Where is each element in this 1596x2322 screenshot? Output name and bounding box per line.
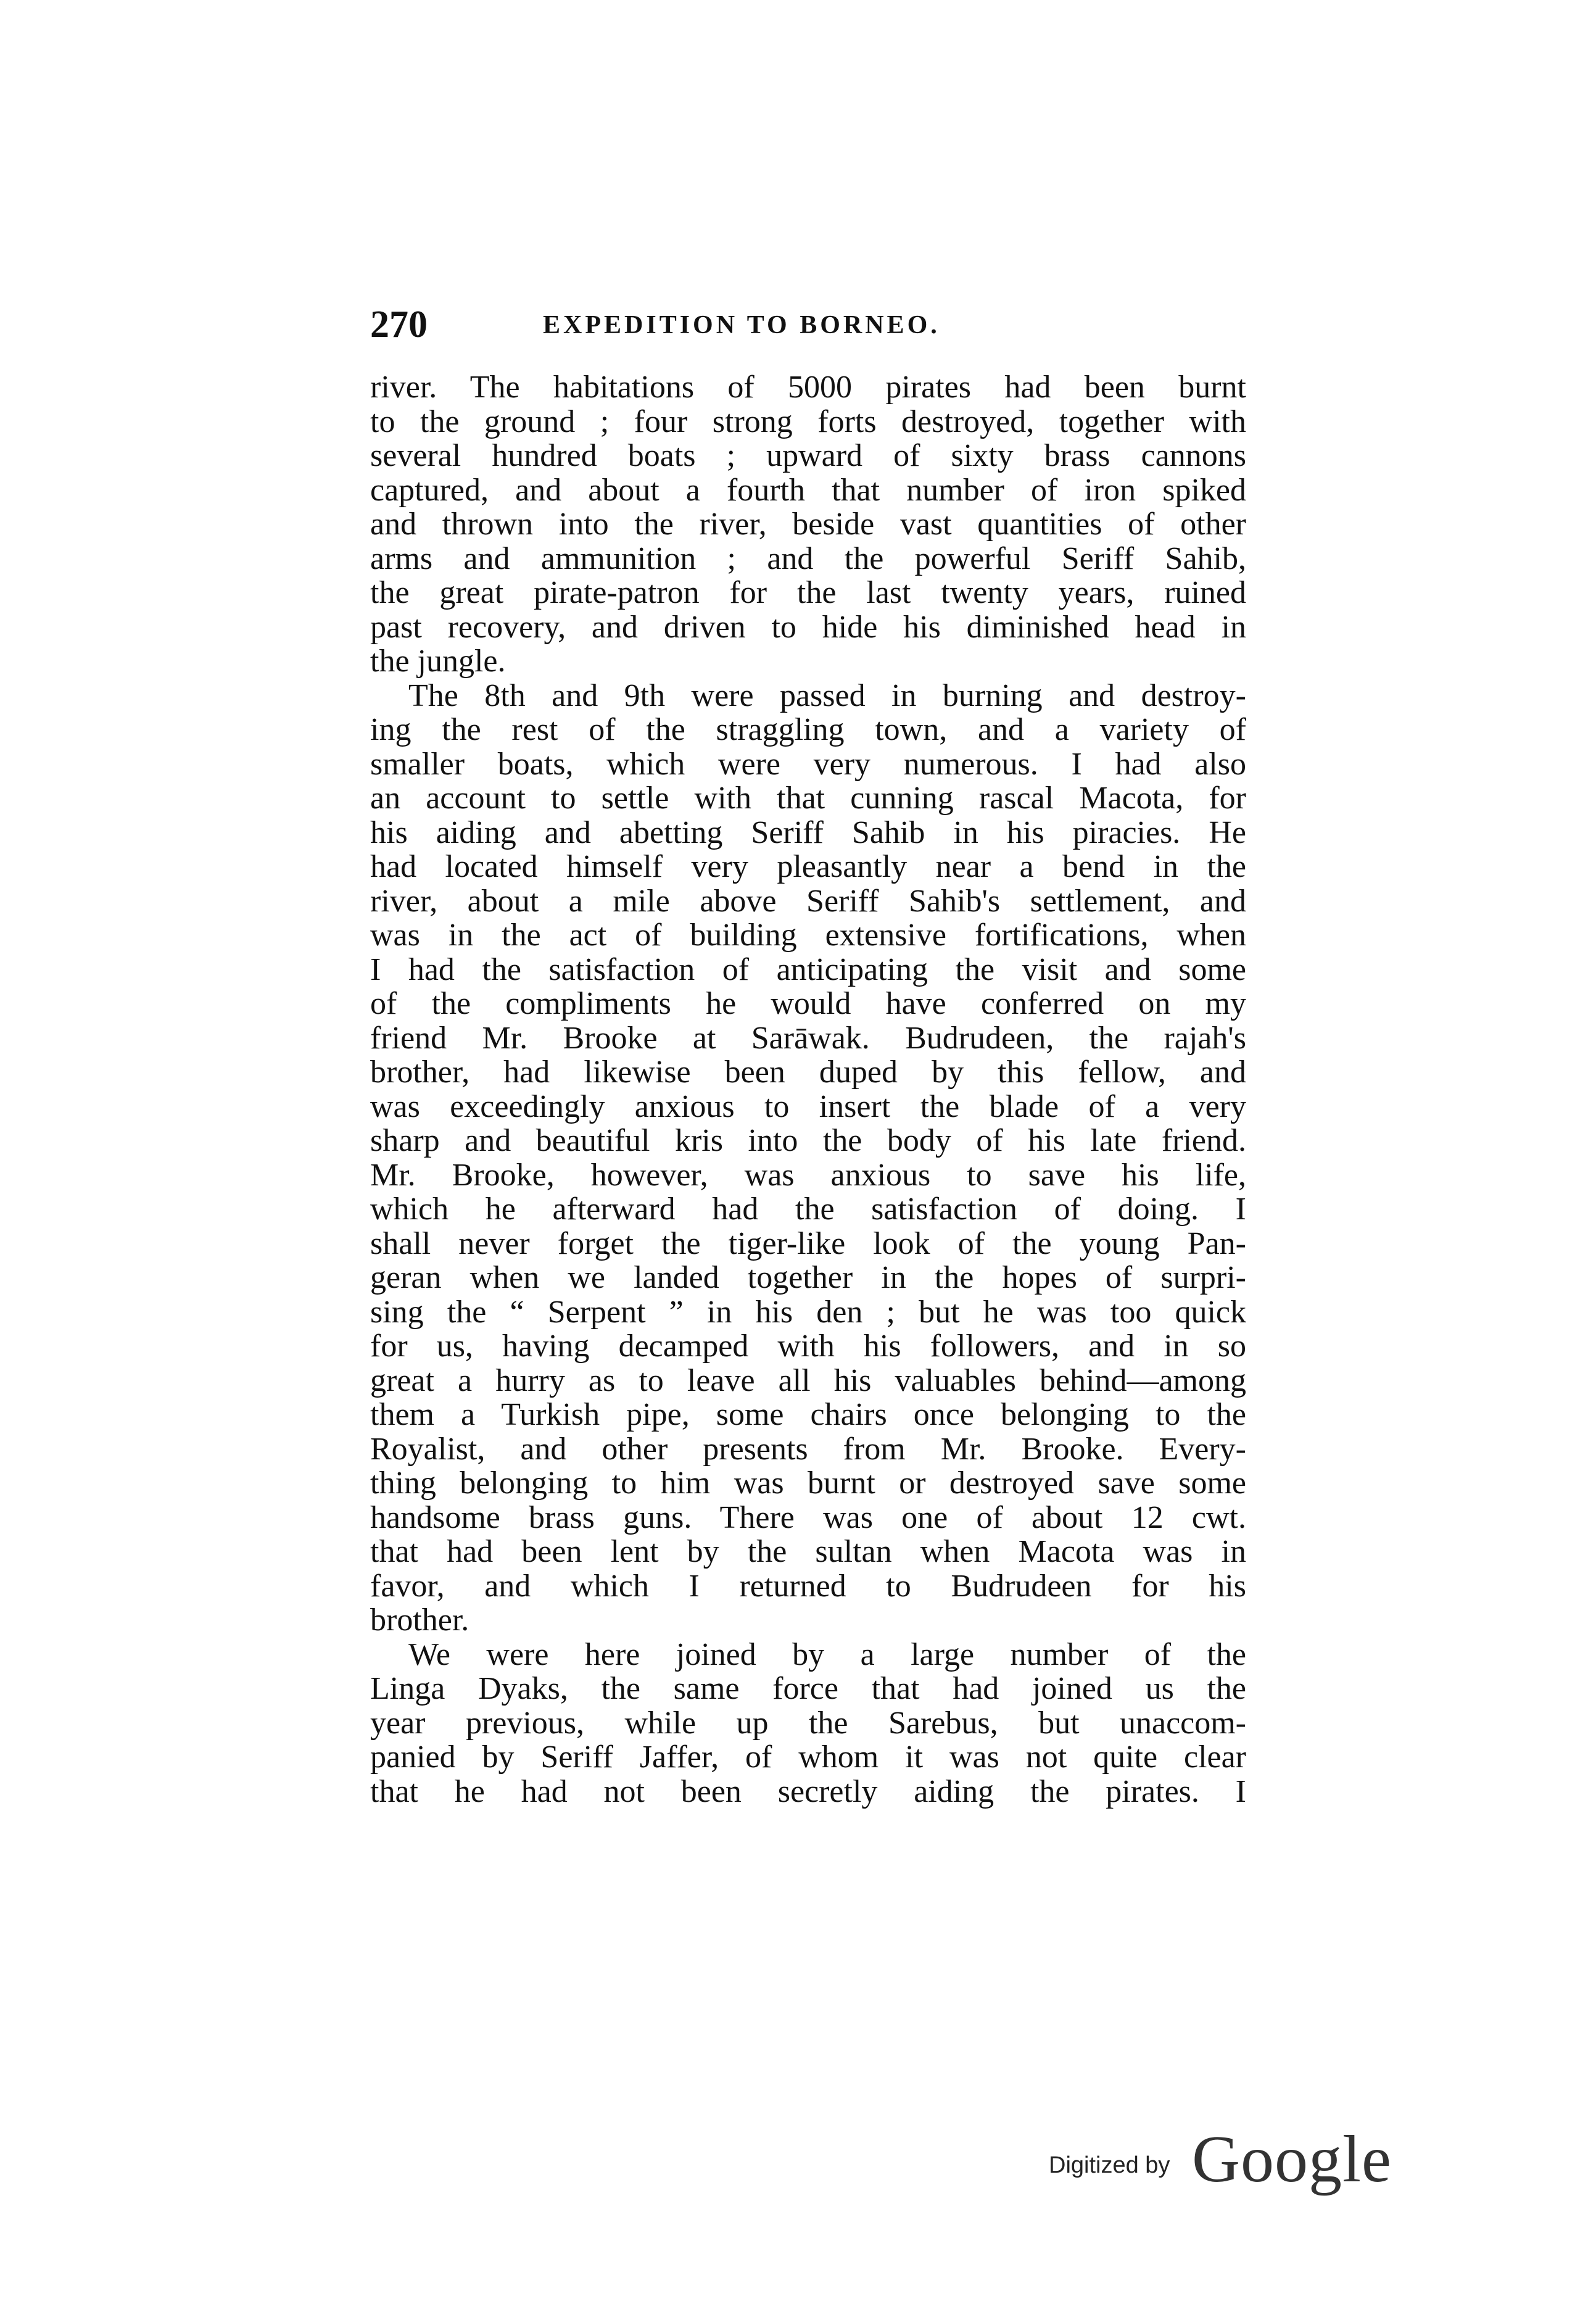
google-logo: Google (1192, 2123, 1392, 2196)
text-line: Mr. Brooke, however, was anxious to save his life, (370, 1157, 1246, 1193)
text-line: handsome brass guns. There was one of about 12 cwt. (370, 1499, 1246, 1535)
text-line: We were here joined by a large number of the (408, 1636, 1246, 1672)
text-line: an account to settle with that cunning rascal Macota, for (370, 781, 1246, 816)
text-line: them a Turkish pipe, some chairs once belonging to the (370, 1397, 1246, 1432)
text-line: geran when we landed together in the hopes of surpri- (370, 1260, 1246, 1295)
text-line: was in the act of building extensive fortifications, when (370, 918, 1246, 953)
text-line: ing the rest of the straggling town, and a variety of (370, 712, 1246, 747)
text-line: for us, having decamped with his followers, and in so (370, 1329, 1246, 1364)
text-line: great a hurry as to leave all his valuables behind—among (370, 1362, 1246, 1398)
text-line: smaller boats, which were very numerous. I had also (370, 746, 1246, 782)
text-line: thing belonging to him was burnt or destroyed save some (370, 1466, 1246, 1501)
text-line: I had the satisfaction of anticipating the visit and some (370, 952, 1246, 987)
text-line: to the ground ; four strong forts destroyed, together with (370, 404, 1246, 439)
text-line: his aiding and abetting Seriff Sahib in his piracies. He (370, 815, 1246, 850)
text-line: the great pirate-patron for the last twenty years, ruined (370, 575, 1246, 610)
text-line: The 8th and 9th were passed in burning and destroy- (408, 678, 1246, 713)
text-line: brother, had likewise been duped by this fellow, and (370, 1055, 1246, 1090)
text-line: which he afterward had the satisfaction of doing. I (370, 1192, 1246, 1227)
text-line: of the compliments he would have conferred on my (370, 986, 1246, 1021)
page-number: 270 (370, 304, 428, 346)
running-head: EXPEDITION TO BORNEO. (543, 311, 940, 339)
text-line: brother. (370, 1603, 469, 1638)
text-line: and thrown into the river, beside vast quantities of other (370, 507, 1246, 542)
text-line: Royalist, and other presents from Mr. Brooke. Every- (370, 1431, 1246, 1467)
digitized-by-google-watermark (1049, 2123, 1394, 2203)
text-line: river. The habitations of 5000 pirates had been burnt (370, 370, 1246, 405)
text-line: arms and ammunition ; and the powerful Seriff Sahib, (370, 541, 1246, 576)
text-line: the jungle. (370, 644, 506, 679)
text-line: shall never forget the tiger-like look of the young Pan- (370, 1225, 1246, 1261)
body-text (370, 370, 1246, 1809)
text-line: year previous, while up the Sarebus, but unaccom- (370, 1705, 1246, 1741)
page-header (370, 300, 1246, 349)
text-line: that had been lent by the sultan when Macota was in (370, 1534, 1246, 1569)
text-line: several hundred boats ; upward of sixty brass cannons (370, 438, 1246, 473)
digitized-label: Digitized by (1049, 2152, 1170, 2178)
text-line: past recovery, and driven to hide his diminished head in (370, 609, 1246, 645)
text-line: that he had not been secretly aiding the pirates. I (370, 1773, 1246, 1809)
text-line: was exceedingly anxious to insert the blade of a very (370, 1088, 1246, 1124)
text-line: captured, and about a fourth that number of iron spiked (370, 472, 1246, 508)
text-line: had located himself very pleasantly near a bend in the (370, 849, 1246, 884)
text-line: sing the “ Serpent ” in his den ; but he was too quick (370, 1294, 1246, 1330)
text-line: friend Mr. Brooke at Sarāwak. Budrudeen, the rajah's (370, 1020, 1246, 1056)
text-line: Linga Dyaks, the same force that had joined us the (370, 1671, 1246, 1706)
text-line: river, about a mile above Seriff Sahib's settlement, and (370, 883, 1246, 919)
text-line: favor, and which I returned to Budrudeen for his (370, 1568, 1246, 1604)
text-line: sharp and beautiful kris into the body of his late friend. (370, 1123, 1246, 1158)
text-line: panied by Seriff Jaffer, of whom it was not quite clear (370, 1739, 1246, 1775)
